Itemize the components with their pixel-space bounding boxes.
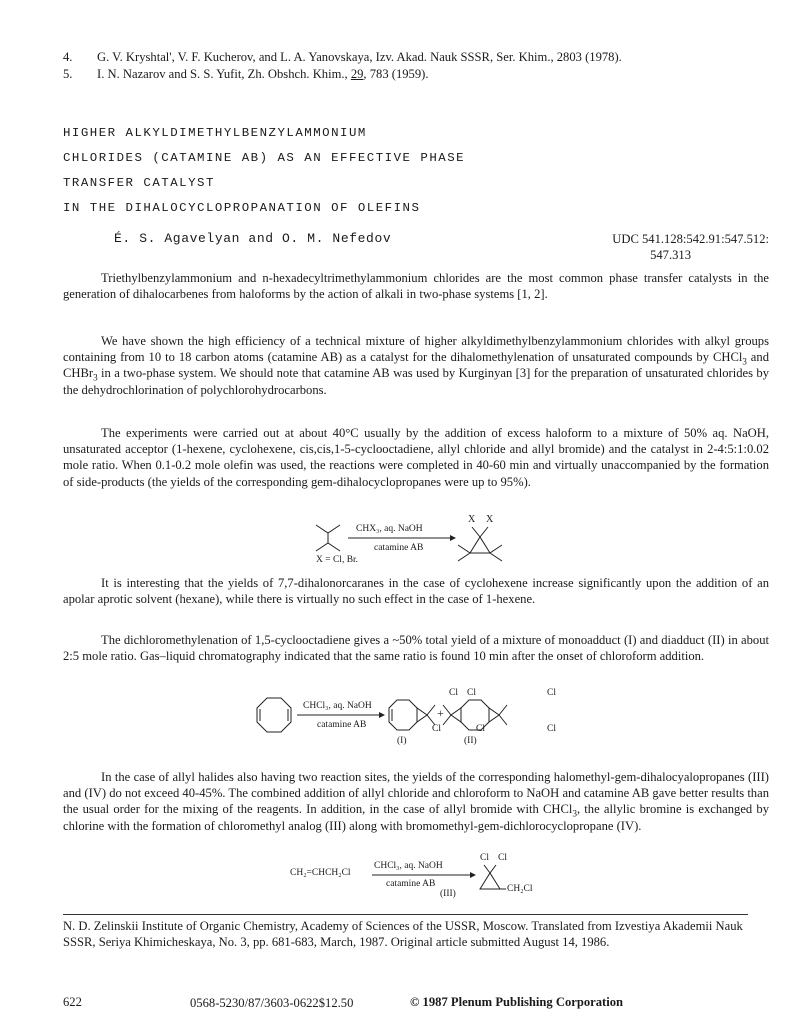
paragraph-2-text-b: and CHBr <box>63 350 769 381</box>
reference-4 <box>63 50 622 65</box>
paragraph-1 <box>63 270 769 302</box>
footnote: N. D. Zelinskii Institute of Organic Chemistry, Academy of Sciences of the USSR, Moscow. Translated from Izvestiya Akademii Nauk SSSR, Seriya Khimicheskaya, No. 3, pp. 681-683, March, 1987. Original article submitted August 14, 1986. <box>63 919 743 949</box>
compound-label-II: (II) <box>464 736 477 746</box>
article-title-line-2: CHLORIDES (CATAMINE AB) AS AN EFFECTIVE PHASE <box>63 151 466 165</box>
paragraph-4 <box>63 575 769 607</box>
reaction-scheme-3 <box>290 853 550 903</box>
scheme-3-cl-1: Cl <box>480 853 489 863</box>
issn-code: 0568-5230/87/3603-0622$12.50 <box>190 996 354 1010</box>
reference-volume: 29 <box>350 67 364 81</box>
reaction-scheme-1 <box>312 513 512 569</box>
article-title-line-3: TRANSFER CATALYST <box>63 176 215 190</box>
scheme-1-reagent-top: CHX₃, aq. NaOH <box>356 524 423 534</box>
reference-text-end: , 783 (1959). <box>363 67 429 81</box>
scheme-2-cl-2: Cl <box>467 688 476 698</box>
udc-line-1: UDC 541.128:542.91:547.512: <box>612 232 769 246</box>
udc-line-2: 547.313 <box>650 248 691 262</box>
paragraph-2-text-c: in a two-phase system. We should note that catamine AB was used by Kurginyan [3] for the preparation of unsaturated chlorides by the dehydrochlorination of polychlorohydrocarbons. <box>63 366 769 397</box>
compound-label-III: (III) <box>440 889 456 899</box>
scheme-2-reagent-bottom: catamine AB <box>317 720 367 730</box>
scheme-2-cl-1: Cl <box>449 688 458 698</box>
scheme-2-cl-6: Cl <box>547 724 556 734</box>
compound-label-I: (I) <box>397 736 407 746</box>
paragraph-2-text: We have shown the high efficiency of a technical mixture of higher alkyldimethylbenzylammonium chlorides with alkyl groups containing from 10 to 18 carbon atoms (catamine AB) as a catalyst for the dihalomethylenation of unsaturated compounds by CHCl <box>63 334 769 365</box>
paragraph-3-text: The experiments were carried out at about 40°C usually by the addition of excess haloform to a mixture of 50% aq. NaOH, unsaturated acceptor (1-hexene, cyclohexene, cis,cis,1-5-cyclooctadiene, allyl chloride and allyl bromide) and the catalyst in 2-4:5:1:0.02 mole ratio. When 0.1-0.2 mole olefin was used, the reactions were completed in 40-60 min and virtually unaccompanied by the formation of side-products (the yields of the corresponding gem-dihalocyclopropanes were up to 95%). <box>63 426 769 489</box>
scheme-2-plus: + <box>437 706 444 720</box>
paragraph-5-text: The dichloromethylenation of 1,5-cyclooctadiene gives a ~50% total yield of a mixture of monoadduct (I) and diadduct (II) in about 2:5 mole ratio. Gas–liquid chromatography indicated that the same ratio is found 10 min after the onset of chloroform addition. <box>63 633 769 664</box>
reference-5 <box>63 67 428 82</box>
scheme-3-reactant: CH₂=CHCH₂Cl <box>290 868 351 878</box>
scheme-2-cl-5: Cl <box>547 688 556 698</box>
reference-text: G. V. Kryshtal', V. F. Kucherov, and L. A. Yanovskaya, Izv. Akad. Nauk SSSR, Ser. Khim., 2803 (1978). <box>97 50 622 64</box>
scheme-2-reagent-top: CHCl₃, aq. NaOH <box>303 701 372 711</box>
cyclooctadiene-reaction-structures <box>255 688 585 748</box>
scheme-1-reagent-bottom: catamine AB <box>374 543 424 553</box>
authors: É. S. Agavelyan and O. M. Nefedov <box>114 231 392 246</box>
article-title-line-4: IN THE DIHALOCYCLOPROPANATION OF OLEFINS <box>63 201 421 215</box>
copyright-notice: © 1987 Plenum Publishing Corporation <box>410 995 624 1009</box>
paragraph-4-text: It is interesting that the yields of 7,7-dihalonorcaranes in the case of cyclohexene increase significantly upon the addition of an apolar aprotic solvent (hexane), while there is virtually no such effect in the case of 1-hexene. <box>63 576 769 607</box>
scheme-3-reagent-top: CHCl₃, aq. NaOH <box>374 861 443 871</box>
paragraph-2: We have shown the high efficiency of a technical mixture of higher alkyldimethylbenzylammonium chlorides with alkyl groups containing from 10 to 18 carbon atoms (catamine AB) as a catalyst for the dihalomethylenation of unsaturated compounds by CHCl$_3$ and CHBr$_3$ in a two-phase system. We should note that catamine AB was used by Kurginyan [3] for the preparation of unsaturated chlorides by the dehydrochlorination of polychlorohydrocarbons. <box>63 334 769 397</box>
footnote-divider <box>63 914 748 915</box>
reference-number: 5. <box>63 67 73 81</box>
scheme-1-note: X = Cl, Br. <box>316 555 359 565</box>
reaction-scheme-2 <box>255 688 585 748</box>
scheme-3-substituent: CH₂Cl <box>507 884 533 894</box>
paragraph-3 <box>63 425 769 490</box>
paragraph-6-text-b: , the allylic bromine is exchanged by chlorine with the formation of chloromethyl analog (III) along with bromomethyl-gem-dichlorocyclopropane (IV). <box>63 802 770 833</box>
page-number: 622 <box>63 995 82 1009</box>
paragraph-5 <box>63 632 769 664</box>
paragraph-6-text: In the case of allyl halides also having two reaction sites, the yields of the corresponding halomethyl-gem-dihalocyalopropanes (III) and (IV) do not exceed 40-45%. The combined addition of allyl chloride and chloroform to NaOH and catamine AB gave better results than the usual order for the mixing of the reagents. In addition, in the case of allyl bromide with CHCl <box>63 770 769 817</box>
scheme-1-x-right: X <box>486 514 494 525</box>
scheme-3-cl-2: Cl <box>498 853 507 863</box>
paragraph-6: In the case of allyl halides also having two reaction sites, the yields of the corresponding halomethyl-gem-dihalocyalopropanes (III) and (IV) do not exceed 40-45%. The combined addition of allyl chloride and chloroform to NaOH and catamine AB gave better results than the usual order for the mixing of the reagents. In addition, in the case of allyl bromide with CHCl$_3$, the allylic bromine is exchanged by chlorine with the formation of chloromethyl analog (III) along with bromomethyl-gem-dichlorocyclopropane (IV). <box>63 770 770 833</box>
reference-text: I. N. Nazarov and S. S. Yufit, Zh. Obshch. Khim., <box>97 67 351 81</box>
scheme-2-cl-4: Cl <box>432 724 441 734</box>
scheme-3-reagent-bottom: catamine AB <box>386 879 436 889</box>
scheme-1-x-left: X <box>468 514 476 525</box>
article-title-line-1: HIGHER ALKYLDIMETHYLBENZYLAMMONIUM <box>63 126 367 140</box>
paragraph-1-text: Triethylbenzylammonium and n-hexadecyltrimethylammonium chlorides are the most common phase transfer catalysts in the generation of dihalocarbenes from haloforms by the action of alkali in two-phase systems [1, 2]. <box>63 271 769 302</box>
reference-number: 4. <box>63 50 73 64</box>
scheme-2-cl-3: Cl <box>476 724 485 734</box>
